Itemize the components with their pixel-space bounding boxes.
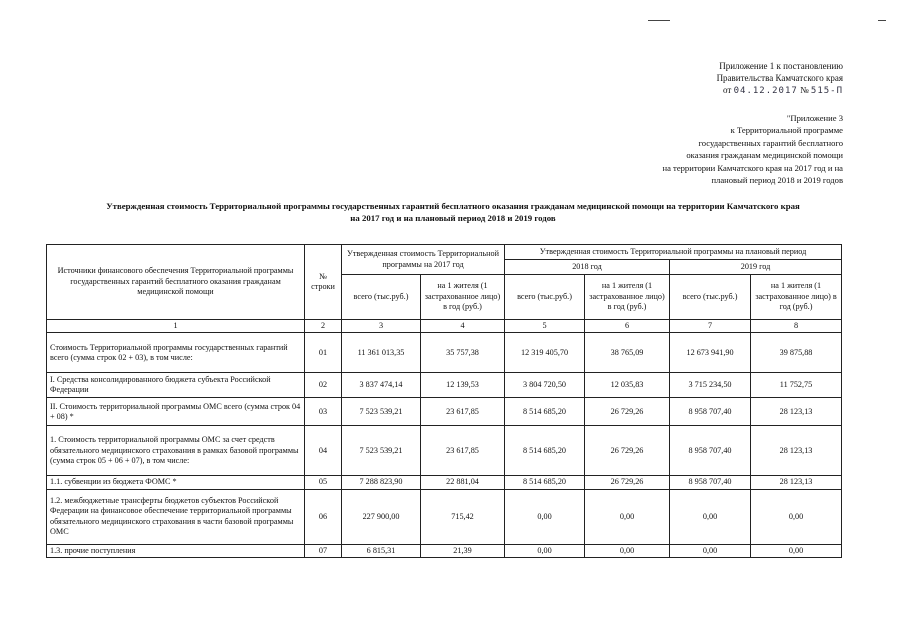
row-label: 1.2. межбюджетные трансферты бюджетов субъектов Российской Федерации на финансовое обеспечение территориальной программы обязательного медицинского страхования в части базовой программы ОМС xyxy=(47,489,305,544)
cell-value: 3 837 474,14 xyxy=(342,373,421,398)
number-prefix: № xyxy=(800,85,809,95)
header-total: всего (тыс.руб.) xyxy=(670,275,751,320)
cell-value: 7 288 823,90 xyxy=(342,476,421,489)
cell-value: 26 729,26 xyxy=(585,398,670,426)
scan-mark xyxy=(878,20,886,21)
appendix-block xyxy=(717,60,843,97)
cell-value: 12 319 405,70 xyxy=(505,333,585,373)
handwritten-date: 04.12.2017 xyxy=(733,86,798,96)
title-line-1: Утвержденная стоимость Территориальной программы государственных гарантий бесплатного оказания гражданам медицинской помощи на территории Камчатского края xyxy=(106,201,800,211)
column-number: 2 xyxy=(305,320,342,333)
row-number: 02 xyxy=(305,373,342,398)
cell-value: 8 958 707,40 xyxy=(670,426,751,476)
annex-line: "Приложение 3 xyxy=(786,113,843,123)
scan-mark xyxy=(648,20,670,21)
cell-value: 0,00 xyxy=(751,544,842,557)
title-line-2: на 2017 год и на плановый период 2018 и 2019 годов xyxy=(350,213,556,223)
header-total: всего (тыс.руб.) xyxy=(505,275,585,320)
cell-value: 11 361 013,35 xyxy=(342,333,421,373)
cell-value: 3 715 234,50 xyxy=(670,373,751,398)
cell-value: 7 523 539,21 xyxy=(342,426,421,476)
table-row xyxy=(47,398,842,426)
table-row xyxy=(47,489,842,544)
cell-value: 6 815,31 xyxy=(342,544,421,557)
header-approved-2017: Утвержденная стоимость Территориальной программы на 2017 год xyxy=(342,245,505,275)
annex-line: оказания гражданам медицинской помощи xyxy=(686,150,843,161)
table-row xyxy=(47,426,842,476)
handwritten-number: 515-П xyxy=(810,86,843,96)
header-total: всего (тыс.руб.) xyxy=(342,275,421,320)
row-label: II. Стоимость территориальной программы ОМС всего (сумма строк 04 + 08) * xyxy=(47,398,305,426)
cell-value: 21,39 xyxy=(421,544,505,557)
row-label: 1. Стоимость территориальной программы ОМС за счет средств обязательного медицинского страхования в рамках базовой программы (сумма строк 05 + 06 + 07), в том числе: xyxy=(47,426,305,476)
column-number: 3 xyxy=(342,320,421,333)
table-row xyxy=(47,544,842,557)
cell-value: 35 757,38 xyxy=(421,333,505,373)
row-number: 07 xyxy=(305,544,342,557)
cell-value: 0,00 xyxy=(505,544,585,557)
cell-value: 0,00 xyxy=(505,489,585,544)
cell-value: 715,42 xyxy=(421,489,505,544)
date-prefix: от xyxy=(723,85,732,95)
row-number: 03 xyxy=(305,398,342,426)
header-planned-period: Утвержденная стоимость Территориальной программы на плановый период xyxy=(505,245,842,260)
cell-value: 8 958 707,40 xyxy=(670,398,751,426)
cell-value: 12 035,83 xyxy=(585,373,670,398)
cell-value: 8 514 685,20 xyxy=(505,398,585,426)
row-label: Стоимость Территориальной программы государственных гарантий всего (сумма строк 02 + 03), в том числе: xyxy=(47,333,305,373)
header-per-capita: на 1 жителя (1 застрахованное лицо) в год (руб.) xyxy=(585,275,670,320)
column-number-row xyxy=(47,320,842,333)
column-number: 5 xyxy=(505,320,585,333)
table-row xyxy=(47,476,842,489)
header-year-2019: 2019 год xyxy=(670,260,842,275)
row-label: I. Средства консолидированного бюджета субъекта Российской Федерации xyxy=(47,373,305,398)
cell-value: 23 617,85 xyxy=(421,398,505,426)
cell-value: 22 881,04 xyxy=(421,476,505,489)
column-number: 6 xyxy=(585,320,670,333)
cell-value: 8 514 685,20 xyxy=(505,476,585,489)
row-label: 1.3. прочие поступления xyxy=(47,544,305,557)
cell-value: 0,00 xyxy=(585,544,670,557)
appendix-date-line xyxy=(717,84,843,97)
header-sources: Источники финансового обеспечения Территориальной программы государственных гарантий бесплатного оказания гражданам медицинской помощи xyxy=(47,245,305,320)
cell-value: 12 139,53 xyxy=(421,373,505,398)
cell-value: 28 123,13 xyxy=(751,398,842,426)
cell-value: 28 123,13 xyxy=(751,426,842,476)
table-row xyxy=(47,333,842,373)
cell-value: 0,00 xyxy=(670,544,751,557)
cell-value: 0,00 xyxy=(670,489,751,544)
annex-line: к Территориальной программе xyxy=(730,125,843,136)
column-number: 1 xyxy=(47,320,305,333)
cell-value: 7 523 539,21 xyxy=(342,398,421,426)
cell-value: 8 514 685,20 xyxy=(505,426,585,476)
row-number: 05 xyxy=(305,476,342,489)
row-number: 04 xyxy=(305,426,342,476)
header-per-capita: на 1 жителя (1 застрахованное лицо) в год (руб.) xyxy=(751,275,842,320)
column-number: 8 xyxy=(751,320,842,333)
appendix-line-1: Приложение 1 к постановлению xyxy=(719,61,843,71)
table-row xyxy=(47,373,842,398)
cell-value: 23 617,85 xyxy=(421,426,505,476)
cell-value: 28 123,13 xyxy=(751,476,842,489)
appendix-line-2: Правительства Камчатского края xyxy=(716,73,843,83)
cell-value: 26 729,26 xyxy=(585,426,670,476)
row-label: 1.1. субвенции из бюджета ФОМС * xyxy=(47,476,305,489)
header-row-no: № строки xyxy=(305,245,342,320)
header-year-2018: 2018 год xyxy=(505,260,670,275)
annex-block xyxy=(663,112,844,186)
cell-value: 0,00 xyxy=(585,489,670,544)
row-number: 06 xyxy=(305,489,342,544)
cell-value: 26 729,26 xyxy=(585,476,670,489)
cell-value: 0,00 xyxy=(751,489,842,544)
cell-value: 39 875,88 xyxy=(751,333,842,373)
annex-line: государственных гарантий бесплатного xyxy=(698,137,843,148)
cell-value: 11 752,75 xyxy=(751,373,842,398)
header-per-capita: на 1 жителя (1 застрахованное лицо) в год (руб.) xyxy=(421,275,505,320)
cell-value: 8 958 707,40 xyxy=(670,476,751,489)
page-title xyxy=(58,200,848,224)
column-number: 7 xyxy=(670,320,751,333)
cell-value: 3 804 720,50 xyxy=(505,373,585,398)
cell-value: 227 900,00 xyxy=(342,489,421,544)
cell-value: 12 673 941,90 xyxy=(670,333,751,373)
row-number: 01 xyxy=(305,333,342,373)
annex-line: плановый период 2018 и 2019 годов xyxy=(711,175,843,186)
cost-table xyxy=(46,244,842,558)
cell-value: 38 765,09 xyxy=(585,333,670,373)
annex-line: на территории Камчатского края на 2017 год и на xyxy=(662,162,843,173)
column-number: 4 xyxy=(421,320,505,333)
